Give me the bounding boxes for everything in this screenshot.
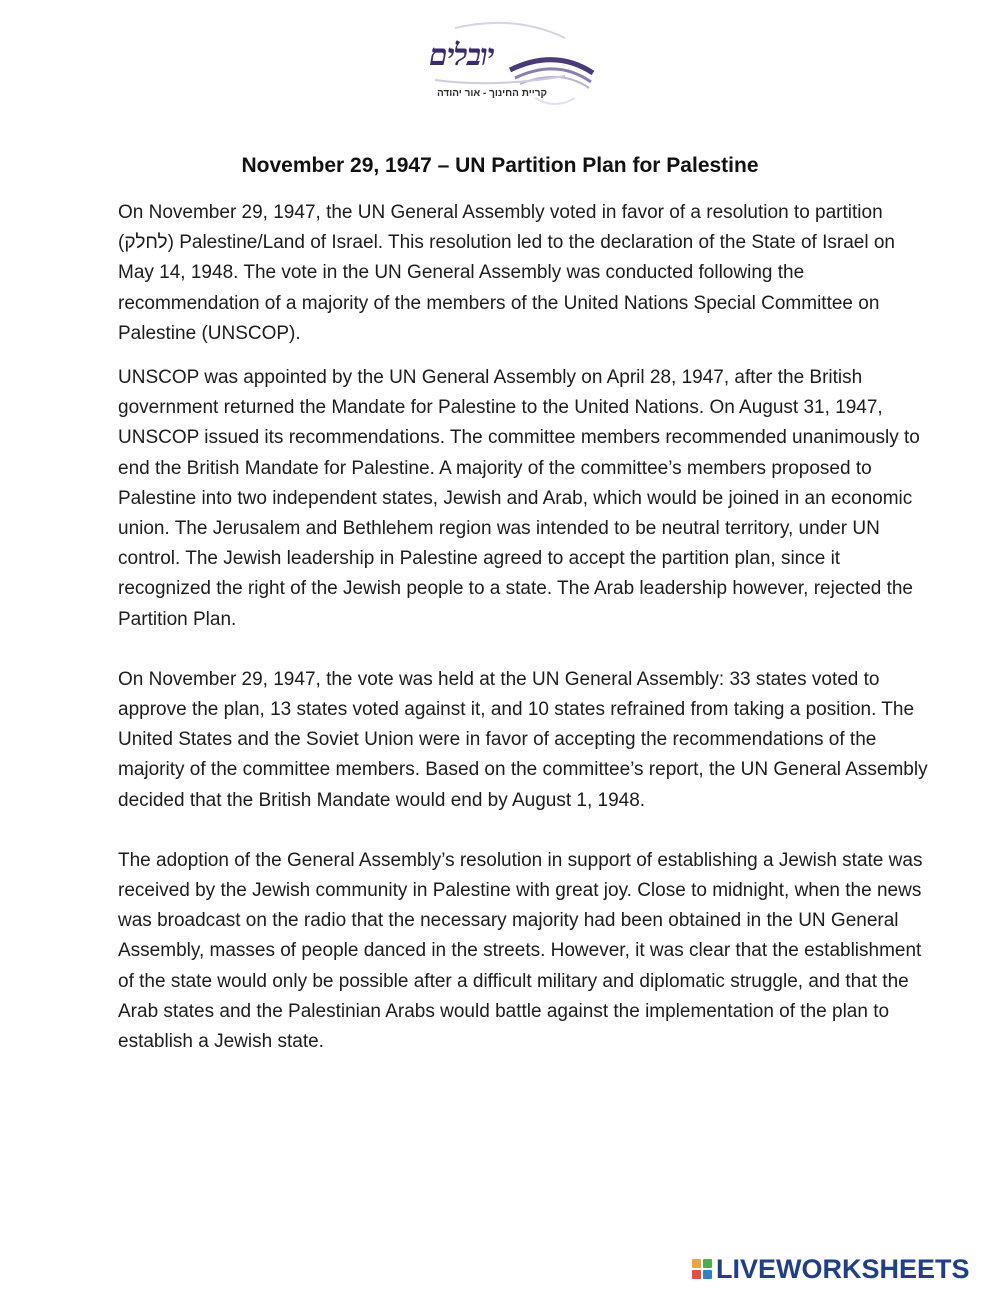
liveworksheets-wordmark: LIVEWORKSHEETS bbox=[716, 1253, 970, 1284]
paragraph-1: On November 29, 1947, the UN General Assembly voted in favor of a resolution to partition (לחלק) Palestine/Land of Israel. This resolution led to the declaration of the State of Israel on May 14, 1948. The vote in the UN General Assembly was conducted following the recommendation of a majority of the members of the United Nations Special Committee on Palestine (UNSCOP). bbox=[118, 202, 895, 344]
paragraph-4: The adoption of the General Assembly’s resolution in support of establishing a Jewish state was received by the Jewish community in Palestine with great joy. Close to midnight, when the news was broadcast on the radio that the necessary majority had been obtained in the UN General Assembly, masses of people danced in the streets. However, it was clear that the establishment of the state would only be possible after a difficult military and diplomatic struggle, and that the Arab states and the Palestinian Arabs would battle against the implementation of the plan to establish a Jewish state. bbox=[118, 849, 923, 1053]
paragraph-2: UNSCOP was appointed by the UN General Assembly on April 28, 1947, after the British government returned the Mandate for Palestine to the United Nations. On August 31, 1947, UNSCOP issued its recommendations. The committee members recommended unanimously to end the British Mandate for Palestine. A majority of the committee’s members proposed to Palestine into two independent states, Jewish and Arab, which would be joined in an economic union. The Jerusalem and Bethlehem region was intended to be neutral territory, under UN control. The Jewish leadership in Palestine agreed to accept the partition plan, since it recognized the right of the Jewish people to a state. The Arab leadership however, rejected the Partition Plan. bbox=[118, 367, 920, 630]
school-logo bbox=[415, 18, 600, 113]
liveworksheets-brand[interactable] bbox=[692, 1254, 992, 1284]
paragraph-3: On November 29, 1947, the vote was held at the UN General Assembly: 33 states voted to approve the plan, 13 states voted against it, and 10 states refrained from taking a position. The United States and the Soviet Union were in favor of accepting the recommendations of the majority of the committee members. Based on the committee’s report, the UN General Assembly decided that the British Mandate would end by August 1, 1948. bbox=[118, 668, 928, 811]
logo-hebrew-name: יובלים bbox=[429, 38, 494, 73]
document-body bbox=[118, 198, 933, 1057]
logo-hebrew-subtitle: קריית החינוך - אור יהודה bbox=[436, 88, 548, 99]
document-title: November 29, 1947 – UN Partition Plan for Palestine bbox=[241, 154, 759, 177]
liveworksheets-blocks-icon bbox=[692, 1259, 712, 1279]
